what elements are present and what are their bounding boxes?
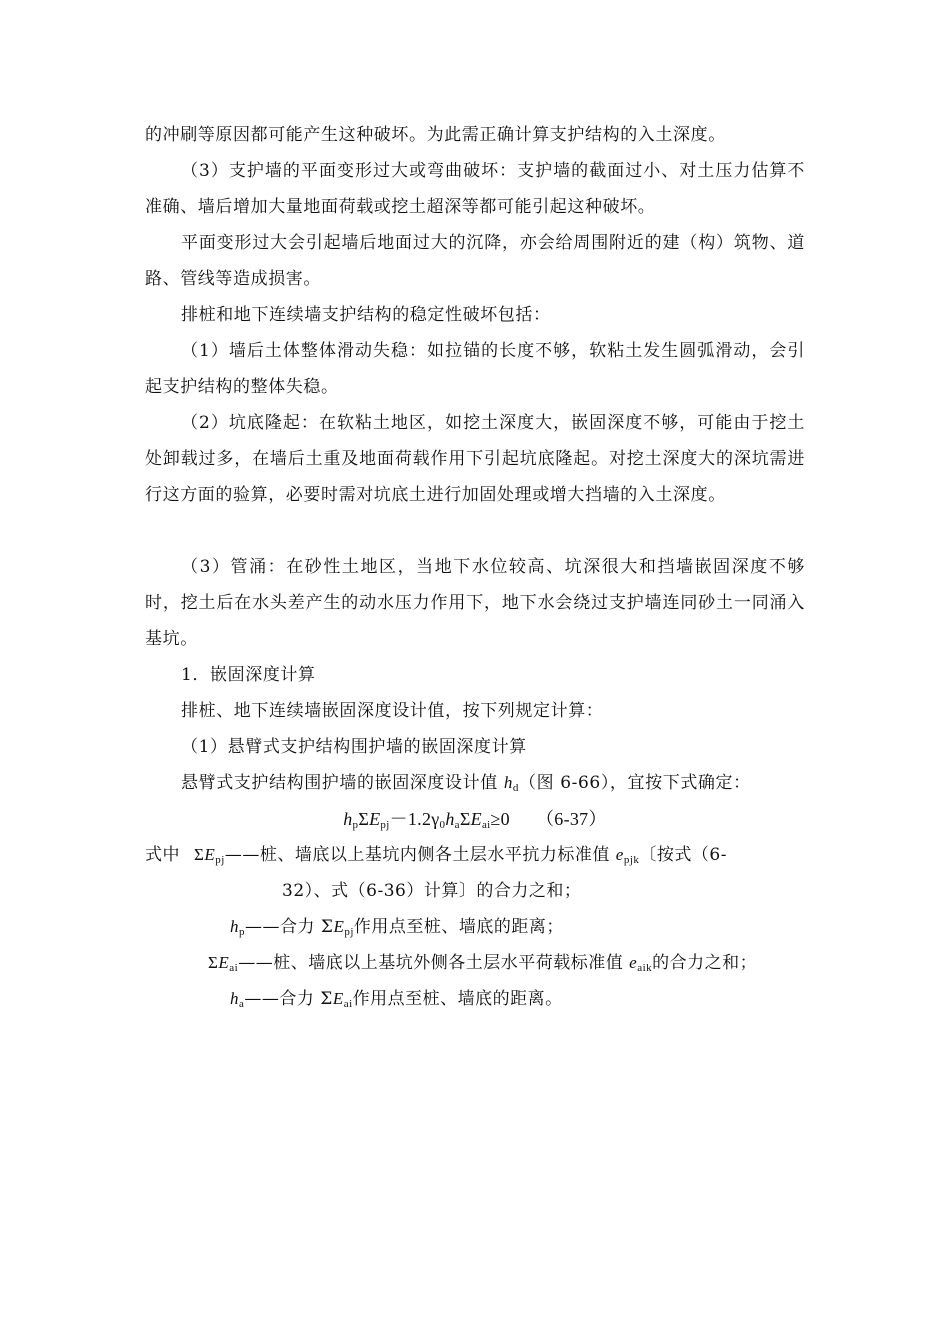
def2-symbol: h xyxy=(230,917,239,936)
def3-symbol: ΣE xyxy=(208,953,230,972)
formula-E-pj: E xyxy=(369,809,381,829)
def1-e: e xyxy=(615,845,624,864)
def4-text-a: ——合力 Σ xyxy=(244,989,333,1009)
formula-minus-coef: －1.2γ xyxy=(389,809,440,829)
paragraph-10-text-b: （图 6-66），宜按下式确定： xyxy=(519,773,751,793)
paragraph-5: （1）墙后土体整体滑动失稳：如拉锚的长度不够，软粘土发生圆弧滑动，会引起支护结构的整体失稳。 xyxy=(145,341,805,397)
paragraph-10 xyxy=(145,765,805,801)
paragraph-7: （3）管涌：在砂性土地区，当地下水位较高、坑深很大和挡墙嵌固深度不够时，挖土后在水头差产生的动水压力作用下，地下水会绕过支护墙连同砂土一同涌入基坑。 xyxy=(145,557,805,649)
definitions-intro: 式中 xyxy=(145,845,180,865)
def4-E: E xyxy=(332,989,344,1008)
formula-sigma-2: Σ xyxy=(459,809,471,829)
def1-symbol: ΣE xyxy=(194,845,216,864)
def2-text-a: ——合力 Σ xyxy=(245,917,334,937)
formula-sigma-1: Σ xyxy=(358,809,370,829)
symbol-h-subscript: d xyxy=(512,782,520,794)
definition-E-pj-continued: 32）、式（6-36）计算〕的合力之和； xyxy=(282,881,582,901)
symbol-h: h xyxy=(503,773,513,792)
formula-sub-ai: ai xyxy=(481,819,491,831)
def3-text-b: 的合力之和； xyxy=(652,953,758,973)
equation-number: （6-37） xyxy=(535,809,607,829)
definition-h-a xyxy=(230,981,563,1017)
paragraph-3: 平面变形过大会引起墙后地面过大的沉降，亦会给周围附近的建（构）筑物、道路、管线等造成损害。 xyxy=(145,233,805,289)
formula-tail: ≥0 xyxy=(490,809,510,829)
paragraph-2: （3）支护墙的平面变形过大或弯曲破坏：支护墙的截面过小、对土压力估算不准确、墙后增加大量地面荷载或挖土超深等都可能引起这种破坏。 xyxy=(145,161,805,217)
formula-sub-0: 0 xyxy=(439,819,446,831)
formula-E-ai: E xyxy=(470,809,482,829)
def1-text-a: ——桩、墙底以上基坑内侧各土层水平抗力标准值 xyxy=(224,845,616,865)
def2-E: E xyxy=(333,917,345,936)
formula-sub-a: a xyxy=(454,819,460,831)
formula-h-p: h xyxy=(343,809,353,829)
formula-h-a: h xyxy=(445,809,455,829)
def2-sub: p xyxy=(239,926,245,938)
def3-e-sub: aik xyxy=(637,962,653,974)
def2-text-b: 作用点至桩、墙底的距离； xyxy=(353,917,564,937)
definition-E-ai xyxy=(208,945,757,981)
paragraph-4: 排桩和地下连续墙支护结构的稳定性破坏包括： xyxy=(181,305,551,325)
paragraph-6: （2）坑底隆起：在软粘土地区，如挖土深度大，嵌固深度不够，可能由于挖土处卸载过多，在墙后土重及地面荷载作用下引起坑底隆起。对挖土深度大的深坑需进行这方面的验算，必要时需对坑底土进行加固处理或增大挡墙的入土深度。 xyxy=(145,413,805,505)
def4-text-b: 作用点至桩、墙底的距离。 xyxy=(352,989,563,1009)
formula-6-37 xyxy=(145,801,805,837)
paragraph-9: （1）悬臂式支护结构围护墙的嵌固深度计算 xyxy=(181,737,527,757)
def3-text-a: ——桩、墙底以上基坑外侧各土层水平荷载标准值 xyxy=(238,953,630,973)
paragraph-10-text-a: 悬臂式支护结构围护墙的嵌固深度设计值 xyxy=(181,773,504,793)
def3-sub: ai xyxy=(229,962,239,974)
def4-sub: a xyxy=(239,998,245,1010)
paragraph-1: 的冲刷等原因都可能产生这种破坏。为此需正确计算支护结构的入土深度。 xyxy=(145,125,726,145)
def4-E-sub: ai xyxy=(343,998,353,1010)
def1-sub: pj xyxy=(215,854,225,866)
def4-symbol: h xyxy=(230,989,239,1008)
formula-sub-pj: pj xyxy=(380,819,390,831)
definition-E-pj xyxy=(145,837,805,873)
def2-E-sub: pj xyxy=(344,926,354,938)
paragraph-8: 排桩、地下连续墙嵌固深度设计值，按下列规定计算： xyxy=(181,701,604,721)
def1-e-sub: pjk xyxy=(623,854,640,866)
section-heading: 1．嵌固深度计算 xyxy=(181,665,316,685)
def1-text-b: 〔按式（6- xyxy=(639,845,727,865)
def3-e: e xyxy=(629,953,638,972)
formula-sub-p: p xyxy=(352,819,359,831)
definition-h-p xyxy=(230,909,564,945)
